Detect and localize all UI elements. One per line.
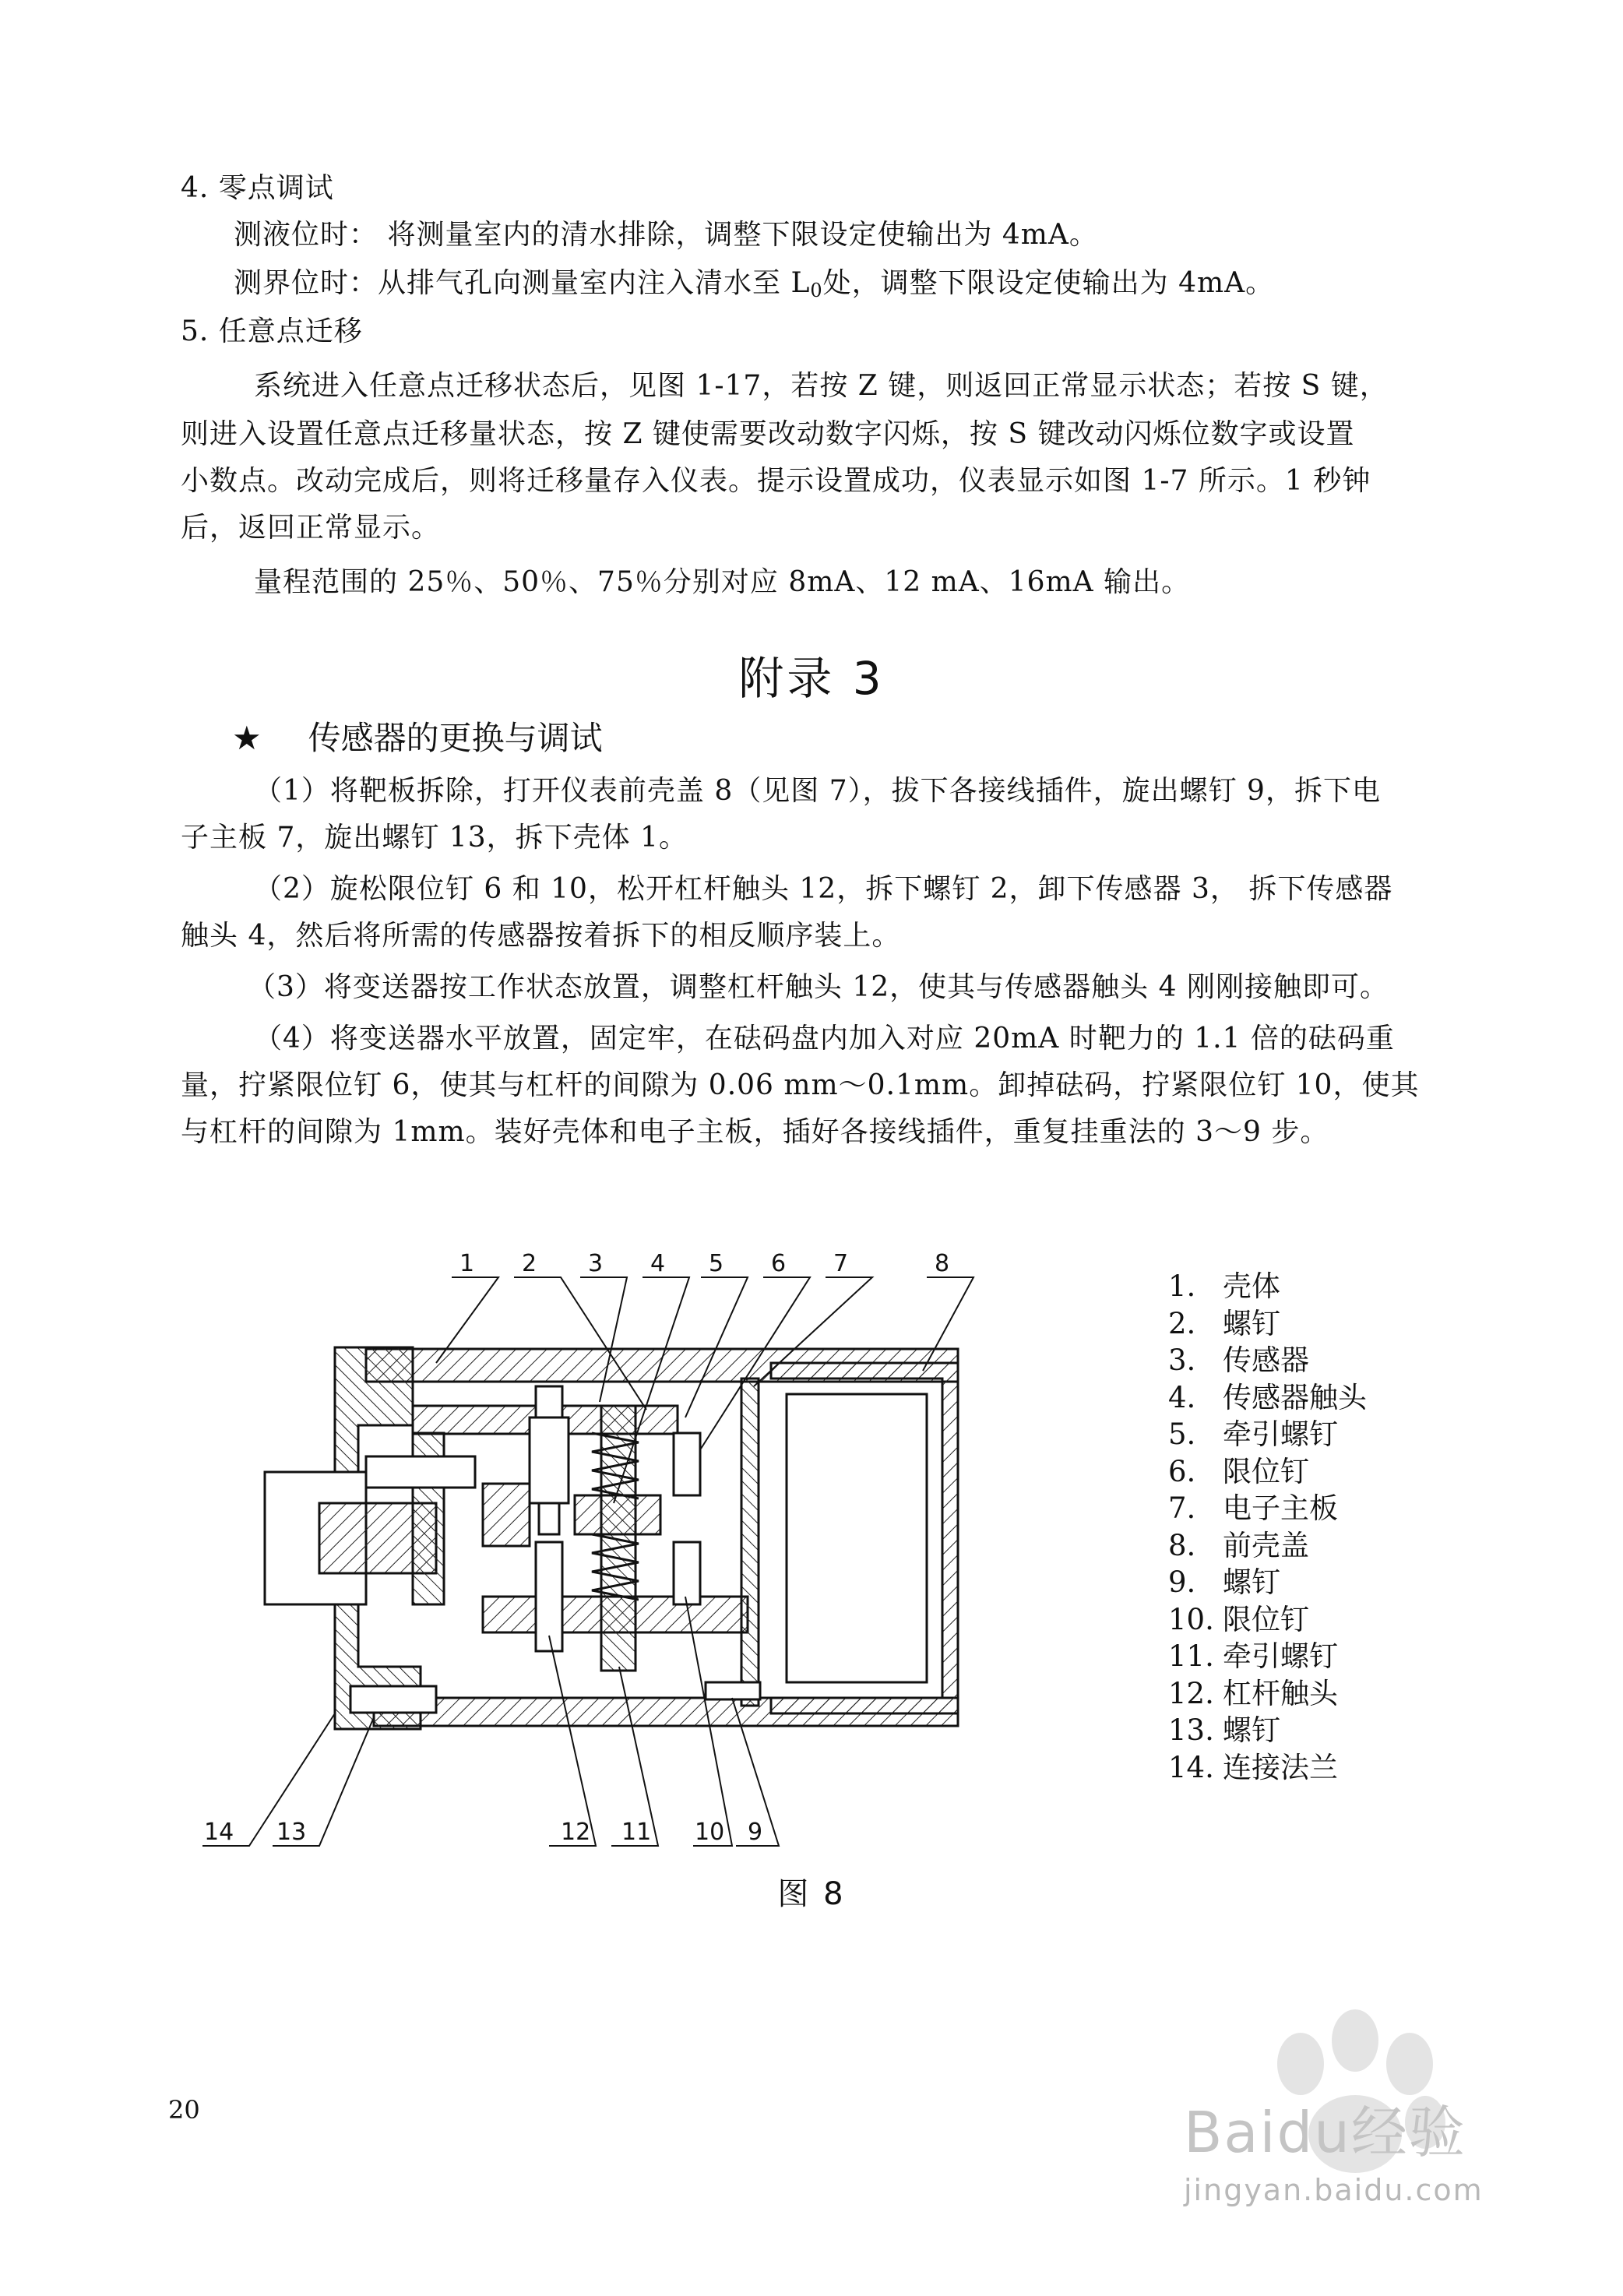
legend-item: 5. 牵引螺钉 xyxy=(1168,1417,1338,1451)
callout-11: 11 xyxy=(621,1819,652,1846)
legend-item: 7. 电子主板 xyxy=(1168,1491,1338,1525)
callout-13: 13 xyxy=(276,1819,307,1846)
section5-para2: 量程范围的 25％、50％、75％分别对应 8mA、12 mA、16mA 输出。 xyxy=(254,566,1191,598)
appendix-title: 附录 3 xyxy=(738,652,885,705)
callout-10: 10 xyxy=(695,1819,725,1846)
limit-pin-6 xyxy=(674,1433,700,1495)
sensor-assembly-drawing xyxy=(187,1231,1153,1854)
sensor-3-cap xyxy=(536,1386,562,1417)
step1-line1: （1）将靶板拆除，打开仪表前壳盖 8（见图 7），拔下各接线插件，旋出螺钉 9，拆下电 xyxy=(254,775,1381,807)
section4-line2 xyxy=(234,265,1274,309)
legend-item: 12. 杠杆触头 xyxy=(1168,1676,1338,1710)
electronic-board-7 xyxy=(741,1379,759,1706)
step2-line1: （2）旋松限位钉 6 和 10，松开杠杆触头 12，拆下螺钉 2，卸下传感器 3， 拆下传感器 xyxy=(254,873,1393,905)
section5-para1-line3: 小数点。改动完成后，则将迁移量存入仪表。提示设置成功，仪表显示如图 1-7 所示。1 秒钟 xyxy=(181,465,1371,497)
step2-line2: 触头 4，然后将所需的传感器按着拆下的相反顺序装上。 xyxy=(181,920,901,952)
page-number: 20 xyxy=(168,2095,200,2125)
baidu-paw-watermark-icon xyxy=(1106,1947,1542,2212)
section4-title: 4. 零点调试 xyxy=(181,172,334,204)
callout-5: 5 xyxy=(709,1250,724,1277)
sensor-3 xyxy=(530,1417,569,1503)
figure-caption: 图 8 xyxy=(777,1876,846,1912)
callout-7: 7 xyxy=(833,1250,849,1277)
callout-2: 2 xyxy=(522,1250,537,1277)
callout-12: 12 xyxy=(561,1819,591,1846)
callout-4: 4 xyxy=(650,1250,666,1277)
screw-9 xyxy=(706,1682,760,1699)
section5-title: 5. 任意点迁移 xyxy=(181,315,363,347)
lever-contact-12 xyxy=(536,1542,562,1651)
legend-item: 8. 前壳盖 xyxy=(1168,1528,1309,1562)
nut-block xyxy=(483,1484,530,1546)
legend-item: 1. 壳体 xyxy=(1168,1269,1280,1303)
figure-legend xyxy=(1168,1268,1367,1786)
callout-numbers-bottom xyxy=(204,1819,762,1846)
star-icon: ★ xyxy=(232,719,262,757)
legend-item: 11. 牵引螺钉 xyxy=(1168,1639,1338,1673)
spring-housing xyxy=(575,1495,660,1534)
legend-item: 13. 螺钉 xyxy=(1168,1713,1280,1747)
screw-13 xyxy=(350,1686,436,1713)
legend-item: 4. 传感器触头 xyxy=(1168,1380,1367,1414)
legend-item: 3. 传感器 xyxy=(1168,1343,1309,1377)
step4-line3: 与杠杆的间隙为 1mm。装好壳体和电子主板，插好各接线插件，重复挂重法的 3～9 步。 xyxy=(181,1116,1329,1148)
front-cover-window xyxy=(787,1394,927,1682)
callout-1: 1 xyxy=(459,1250,475,1277)
watermark-url: jingyan.baidu.com xyxy=(1184,2173,1484,2207)
watermark-logo-text: Baidu经验 xyxy=(1184,2100,1466,2165)
legend-item: 6. 限位钉 xyxy=(1168,1454,1309,1488)
callout-8: 8 xyxy=(935,1250,950,1277)
legend-item: 2. 螺钉 xyxy=(1168,1306,1280,1340)
step3-line1: （3）将变送器按工作状态放置，调整杠杆触头 12，使其与传感器触头 4 刚刚接触即可。 xyxy=(248,971,1389,1003)
section5-para1-line4: 后，返回正常显示。 xyxy=(181,512,441,544)
legend-item: 14. 连接法兰 xyxy=(1168,1750,1338,1784)
section4-line2-pre: 测界位时：从排气孔向测量室内注入清水至 L xyxy=(234,267,811,299)
section4-line1: 测液位时： 将测量室内的清水排除，调整下限设定使输出为 4mA。 xyxy=(234,219,1098,251)
callout-14: 14 xyxy=(204,1819,234,1846)
callout-numbers-top xyxy=(459,1250,949,1277)
subscript-zero: 0 xyxy=(810,280,823,301)
callout-9: 9 xyxy=(748,1819,763,1846)
step1-line2: 子主板 7，旋出螺钉 13，拆下壳体 1。 xyxy=(181,822,688,854)
section5-para1-line1: 系统进入任意点迁移状态后，见图 1-17，若按 Z 键，则返回正常显示状态；若按 S 键， xyxy=(254,370,1389,402)
sensor-contact-4 xyxy=(539,1503,559,1534)
step4-line1: （4）将变送器水平放置，固定牢，在砝码盘内加入对应 20mA 时靶力的 1.1 倍的砝码重 xyxy=(254,1023,1395,1055)
limit-pin-10 xyxy=(674,1542,700,1604)
callout-3: 3 xyxy=(588,1250,604,1277)
screw-2 xyxy=(366,1456,475,1488)
legend-item: 9. 螺钉 xyxy=(1168,1565,1280,1599)
step4-line2: 量，拧紧限位钉 6，使其与杠杆的间隙为 0.06 mm～0.1mm。卸掉砝码，拧紧限位钉 10，使其 xyxy=(181,1069,1420,1101)
section4-line2-post: 处，调整下限设定使输出为 4mA。 xyxy=(822,267,1275,299)
section5-para1-line2: 则进入设置任意点迁移量状态，按 Z 键使需要改动数字闪烁，按 S 键改动闪烁位数字或设置 xyxy=(181,418,1355,450)
appendix-subtitle-row xyxy=(232,715,603,762)
legend-item: 10. 限位钉 xyxy=(1168,1602,1309,1636)
appendix-subtitle: 传感器的更换与调试 xyxy=(308,719,603,757)
callout-6: 6 xyxy=(771,1250,787,1277)
